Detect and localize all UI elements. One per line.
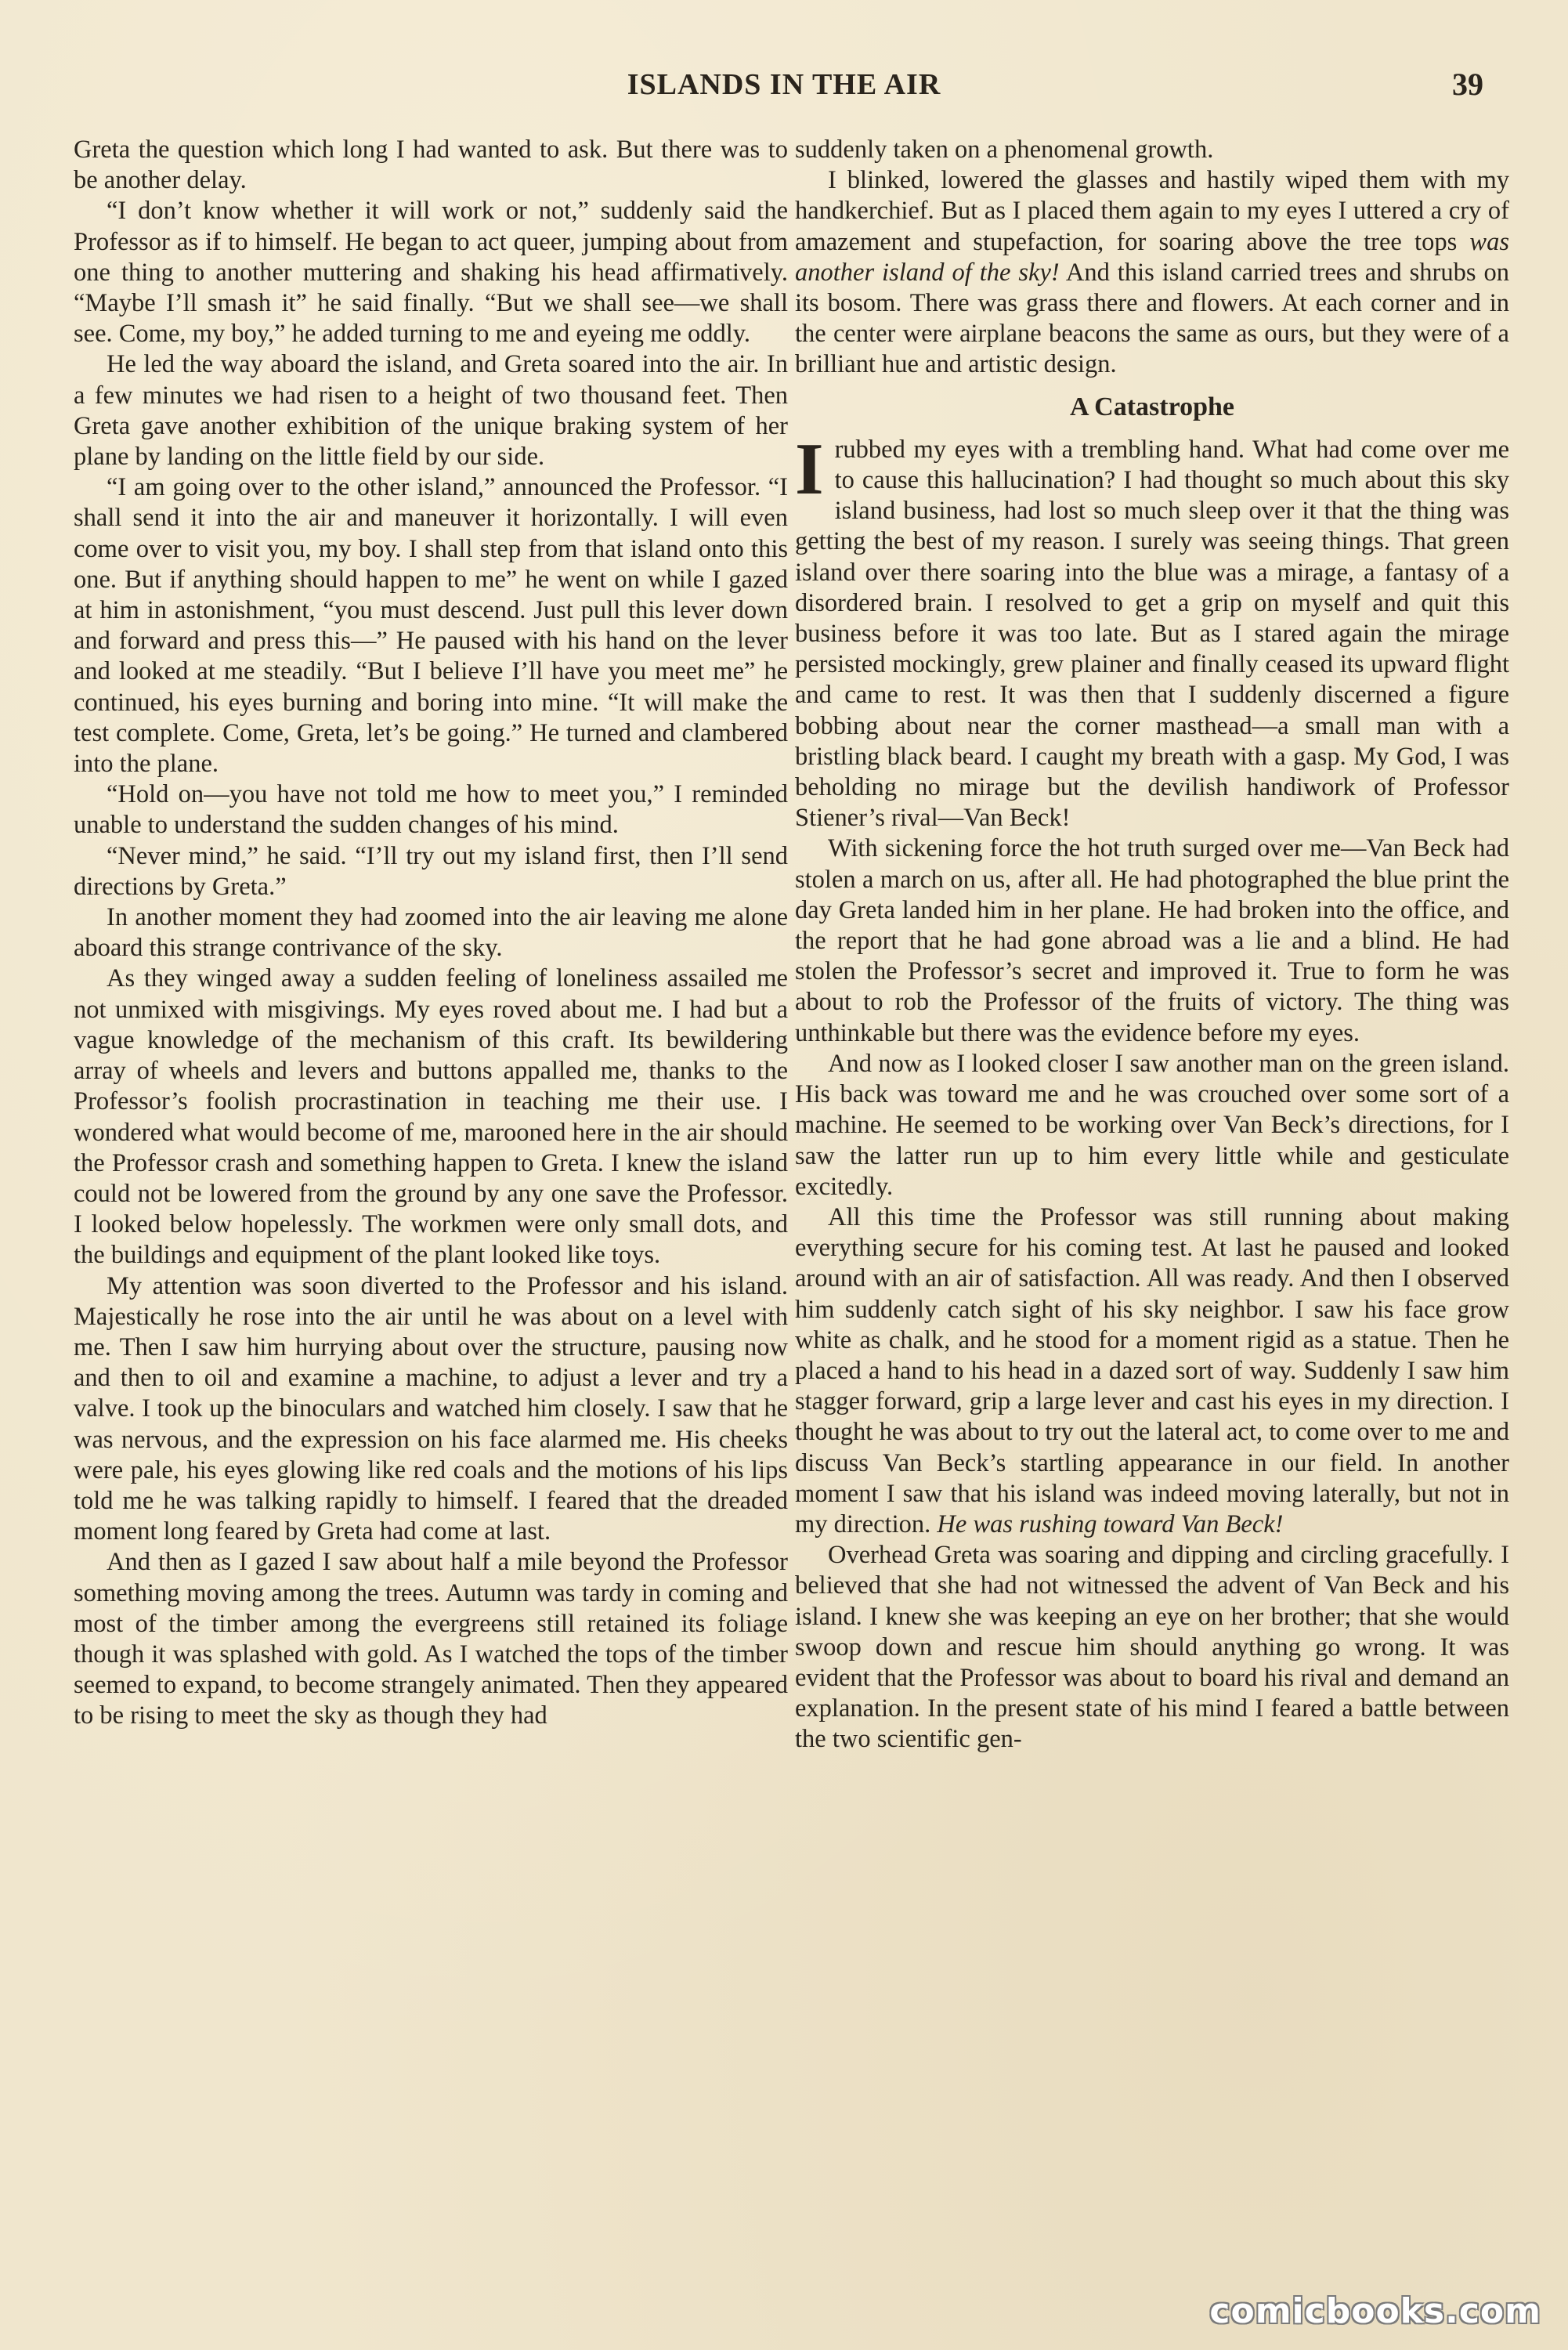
site-watermark: comicbooks.com: [1209, 2291, 1541, 2331]
paragraph: suddenly taken on a phenomenal growth.: [795, 136, 1214, 164]
paragraph-text: rubbed my eyes with a trembling hand. What had come over me to cause this hallucination? I had thought so much about this sky island business, had lost so much sleep over it that the thing was getting the best of my reason. I surely was seeing things. That green island over there soaring into the blue was a mirage, a fantasy of a disordered brain. I resolved to get a grip on myself and quit this business before it was too late. But as I stared again the mirage persisted mockingly, grew plainer and finally ceased its upward flight and came to rest. It was then that I suddenly discerned a figure bobbing about near the corner masthead—a small man with a bristling black beard. I caught my breath with a gasp. My God, I was beholding no mirage but the devilish handiwork of Professor Stiener’s rival—Van Beck!: [795, 435, 1509, 833]
paragraph-text: All this time the Professor was still running about making everything secure for his coming test. At last he paused and looked around with an air of satisfaction. All was ready. And then I observed him suddenly catch sight of his sky neighbor. I saw his face grow white as chalk, and he stood for a moment rigid as a statue. Then he placed a hand to his head in a dazed sort of way. Suddenly I saw him stagger forward, grip a large lever and cast his eyes in my direction. I thought he was about to try out the lateral act, to come over to me and discuss Van Beck’s startling appearance in our field. In another moment I saw that his island was indeed moving laterally, but not in my direction.: [795, 1202, 1509, 1538]
paragraph: [795, 165, 1509, 380]
drop-cap: I: [795, 428, 824, 510]
paragraph: My attention was soon diverted to the Professor and his island. Majestically he rose into the air until he was about on a level with me. Then I saw him hurrying about over the structure, pausing now and then to oil and examine a machine, to adjust a lever and try a valve. I took up the binoculars and watched him closely. I saw that he was nervous, and the expression on his face alarmed me. His cheeks were pale, his eyes glowing like red coals and the motions of his lips told me he was talking rapidly to himself. I feared that the dreaded moment long feared by Greta had come at last.: [74, 1271, 788, 1546]
paragraph: He led the way aboard the island, and Greta soared into the air. In a few minutes we had risen to a height of two thousand feet. Then Greta gave another exhibition of the unique braking system of her plane by landing on the little field by our side.: [74, 350, 788, 472]
paragraph: And now as I looked closer I saw another man on the green island. His back was toward me and he was crouched over some sort of a machine. He seemed to be working over Van Beck’s directions, for I saw the latter run up to him every little while and gesticulate excitedly.: [795, 1049, 1509, 1201]
paragraph: Overhead Greta was soaring and dipping and circling gracefully. I believed that she had not witnessed the advent of Van Beck and his island. I knew she was keeping an eye on her brother; that she would swoop down and rescue him should anything go wrong. It was evident that the Professor was about to board his rival and demand an explanation. In the present state of his mind I feared a battle between the two scientific gen-: [795, 1541, 1509, 1754]
paragraph: “I don’t know whether it will work or not,” suddenly said the Professor as if to himself. He began to act queer, jumping about from one thing to another muttering and shaking his head affirmatively. “Maybe I’ll smash it” he said finally. “But we shall see—we shall see. Come, my boy,” he added turning to me and eyeing me oddly.: [74, 197, 788, 349]
running-title: ISLANDS IN THE AIR: [627, 68, 941, 101]
paragraph: [795, 1202, 1509, 1540]
paragraph: As they winged away a sudden feeling of loneliness assailed me not unmixed with misgivings. My eyes roved about me. I had but a vague knowledge of the mechanism of this craft. Its bewildering array of wheels and levers and buttons appalled me, thanks to the Professor’s foolish procrastination in teaching me their use. I wondered what would become of me, marooned here in the air should the Professor crash and something happen to Greta. I knew the island could not be lowered from the ground by any one save the Professor. I looked below hopelessly. The workmen were only small dots, and the buildings and equipment of the plant looked like toys.: [74, 964, 788, 1270]
right-column: [795, 135, 1509, 1755]
paragraph: In another moment they had zoomed into the air leaving me alone aboard this strange contrivance of the sky.: [74, 903, 788, 963]
page-number: 39: [1452, 67, 1483, 102]
italic-phrase: He was rushing toward Van Beck!: [937, 1509, 1284, 1538]
paragraph: “Hold on—you have not told me how to meet you,” I reminded unable to understand the sudden changes of his mind.: [74, 780, 788, 840]
italic-phrase: was another island of the sky!: [795, 227, 1509, 287]
left-column: [74, 135, 788, 1732]
paragraph: “I am going over to the other island,” announced the Professor. “I shall send it into the air and maneuver it horizontally. I will even come over to visit you, my boy. I shall step from that island onto this one. But if anything should happen to me” he went on while I gazed at him in astonishment, “you must descend. Just pull this lever down and forward and press this—” He paused with his hand on the lever and looked at me steadily. “But I believe I’ll have you meet me” he continued, his eyes burning and boring into mine. “It will make the test complete. Come, Greta, let’s be going.” He turned and clambered into the plane.: [74, 473, 788, 779]
paragraph-text: And this island carried trees and shrubs on its bosom. There was grass there and flowers. At each corner and in the center were airplane beacons the same as ours, but they were of a brilliant hue and artistic design.: [795, 258, 1509, 379]
paragraph: With sickening force the hot truth surged over me—Van Beck had stolen a march on us, after all. He had photographed the blue print the day Greta landed him in her plane. He had broken into the office, and the report that he had gone abroad was a lie and a blind. He had stolen the Professor’s secret and improved it. True to form he was about to rob the Professor of the fruits of victory. The thing was unthinkable but there was the evidence before my eyes.: [795, 834, 1509, 1047]
paragraph: [795, 428, 1509, 834]
section-heading: A Catastrophe: [1070, 392, 1234, 421]
paragraph-text: I blinked, lowered the glasses and hastily wiped them with my handkerchief. But as I placed them again to my eyes I uttered a cry of amazement and stupefaction, for soaring above the tree tops: [795, 166, 1509, 256]
paragraph: Greta the question which long I had wanted to ask. But there was to be another delay.: [74, 136, 788, 195]
paragraph: And then as I gazed I saw about half a mile beyond the Professor something moving among the trees. Autumn was tardy in coming and most of the timber among the evergreens still retained its foliage though it was splashed with gold. As I watched the tops of the timber seemed to expand, to become strangely animated. Then they appeared to be rising to meet the sky as though they had: [74, 1548, 788, 1730]
paragraph: “Never mind,” he said. “I’ll try out my island first, then I’ll send directions by Greta.”: [74, 841, 788, 901]
